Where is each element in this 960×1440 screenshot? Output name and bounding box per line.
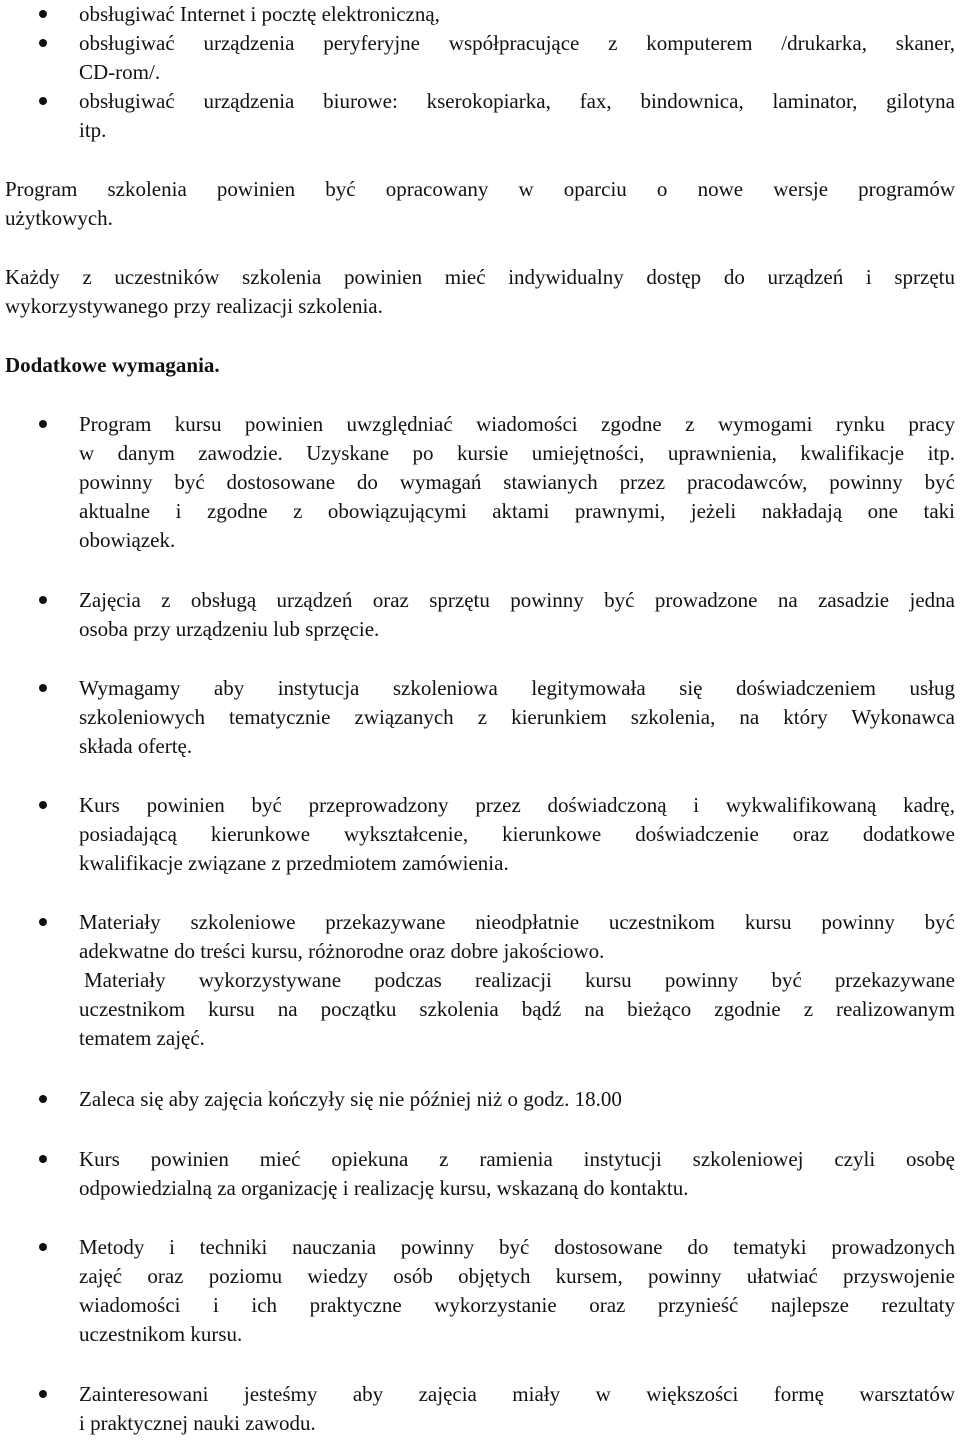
bullet-marker xyxy=(39,918,47,926)
bullet-marker xyxy=(39,39,47,47)
paragraph-access: Każdy z uczestników szkolenia powinien mieć indywidualny dostęp do urządzeń i sprzętu wykorzystywanego przy realizacji szkolenia. xyxy=(5,265,955,318)
requirement-item-market: Program kursu powinien uwzględniać wiadomości zgodne z wymogami rynku pracy w danym zawodzie. Uzyskane po kursie umiejętności, uprawnienia, kwalifikacje itp. powinny być dostosowane do wymagań stawianych przez pracodawców, powinny być aktualne i zgodne z obowiązującymi aktami prawnymi, jeżeli nakładają one taki obowiązek. xyxy=(79,412,955,552)
requirement-item-schedule: Zaleca się aby zajęcia kończyły się nie później niż o godz. 18.00 xyxy=(79,1087,622,1111)
bullet-marker xyxy=(39,596,47,604)
requirement-item-institution: Wymagamy aby instytucja szkoleniowa legitymowała się doświadczeniem usług szkoleniowych tematycznie związanych z kierunkiem szkolenia, na który Wykonawca składa ofertę. xyxy=(79,676,955,758)
bullet-marker xyxy=(39,1390,47,1398)
bullet-marker xyxy=(39,1155,47,1163)
requirement-item-workshops: Zainteresowani jesteśmy aby zajęcia miały w większości formę warsztatów i praktycznej nauki zawodu. xyxy=(79,1382,955,1435)
bullet-marker xyxy=(39,10,47,18)
bullet-marker xyxy=(39,420,47,428)
bullet-item-peripherals: obsługiwać urządzenia peryferyjne współpracujące z komputerem /drukarka, skaner, CD-rom/. xyxy=(79,31,955,84)
bullet-marker xyxy=(39,684,47,692)
bullet-item-office-devices: obsługiwać urządzenia biurowe: kserokopiarka, fax, bindownica, laminator, gilotyna itp. xyxy=(79,89,955,142)
paragraph-program: Program szkolenia powinien być opracowany w oparciu o nowe wersje programów użytkowych. xyxy=(5,177,955,230)
requirement-item-equipment: Zajęcia z obsługą urządzeń oraz sprzętu powinny być prowadzone na zasadzie jedna osoba przy urządzeniu lub sprzęcie. xyxy=(79,588,955,641)
requirement-item-materials: Materiały szkoleniowe przekazywane nieodpłatnie uczestnikom kursu powinny być adekwatne do treści kursu, różnorodne oraz dobre jakościowo. Materiały wykorzystywane podczas realizacji kursu powinny być przekazywane uczestnikom kursu na początku szkolenia bądź na bieżąco zgodnie z realizowanym tematem zajęć. xyxy=(79,910,955,1050)
section-heading: Dodatkowe wymagania. xyxy=(5,353,220,377)
bullet-marker xyxy=(39,1243,47,1251)
bullet-marker xyxy=(39,801,47,809)
bullet-marker xyxy=(39,1095,47,1103)
requirement-item-staff: Kurs powinien być przeprowadzony przez doświadczoną i wykwalifikowaną kadrę, posiadającą kierunkowe wykształcenie, kierunkowe doświadczenie oraz dodatkowe kwalifikacje związane z przedmiotem zamówienia. xyxy=(79,793,955,875)
requirement-item-supervisor: Kurs powinien mieć opiekuna z ramienia instytucji szkoleniowej czyli osobę odpowiedzialną za organizację i realizację kursu, wskazaną do kontaktu. xyxy=(79,1147,955,1200)
bullet-item-internet: obsługiwać Internet i pocztę elektroniczną, xyxy=(79,2,440,26)
requirement-item-methods: Metody i techniki nauczania powinny być dostosowane do tematyki prowadzonych zajęć oraz poziomu wiedzy osób objętych kursem, powinny ułatwiać przyswojenie wiadomości i ich praktyczne wykorzystanie oraz przynieść najlepsze rezultaty uczestnikom kursu. xyxy=(79,1235,955,1346)
bullet-marker xyxy=(39,97,47,105)
